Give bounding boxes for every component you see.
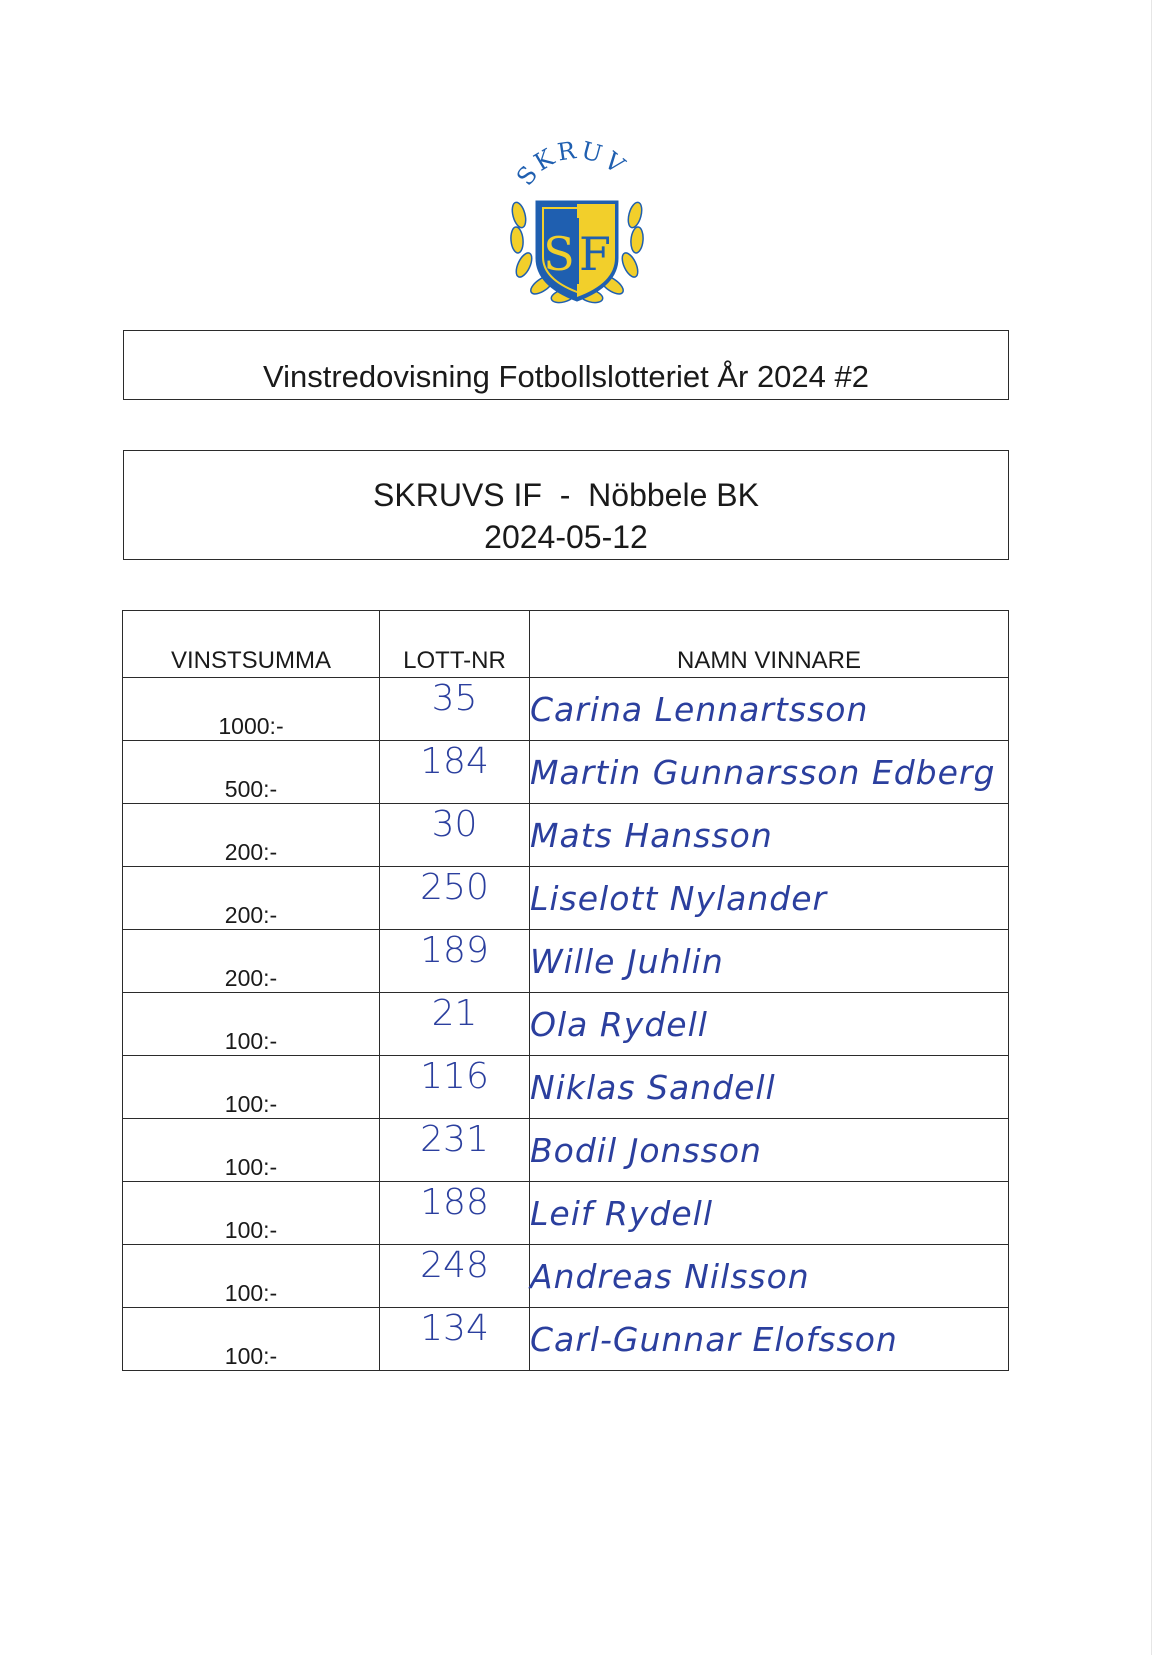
prize-amount: 100:- (123, 1119, 380, 1182)
table-row (123, 741, 1009, 804)
prize-amount: 100:- (123, 1308, 380, 1371)
ticket-number: 184 (380, 741, 530, 804)
table-row (123, 1056, 1009, 1119)
table-row (123, 1245, 1009, 1308)
table-row (123, 678, 1009, 741)
svg-text:S: S (543, 227, 575, 281)
winner-name: Martin Gunnarsson Edberg (530, 741, 1009, 804)
header-ticket: LOTT-NR (380, 611, 530, 678)
winner-name: Niklas Sandell (530, 1056, 1009, 1119)
winner-name: Wille Juhlin (530, 930, 1009, 993)
match-teams: SKRUVS IF - Nöbbele BK (373, 477, 759, 513)
skruvs-if-logo (497, 140, 657, 315)
prize-amount: 200:- (123, 867, 380, 930)
ticket-number: 188 (380, 1182, 530, 1245)
prize-amount: 200:- (123, 804, 380, 867)
winner-name: Liselott Nylander (530, 867, 1009, 930)
prize-amount: 200:- (123, 930, 380, 993)
header-winner: NAMN VINNARE (530, 611, 1009, 678)
svg-text:SKRUV: SKRUV (511, 140, 633, 191)
document-title: Vinstredovisning Fotbollslotteriet År 2024 #2 (263, 359, 869, 394)
winner-name: Mats Hansson (530, 804, 1009, 867)
winners-table (122, 610, 1009, 1371)
table-row (123, 930, 1009, 993)
ticket-number: 35 (380, 678, 530, 741)
prize-amount: 500:- (123, 741, 380, 804)
winner-name: Bodil Jonsson (530, 1119, 1009, 1182)
ticket-number: 21 (380, 993, 530, 1056)
table-row (123, 1119, 1009, 1182)
winner-name: Andreas Nilsson (530, 1245, 1009, 1308)
prize-amount: 100:- (123, 1182, 380, 1245)
prize-amount: 100:- (123, 1245, 380, 1308)
winner-name: Ola Rydell (530, 993, 1009, 1056)
table-row (123, 1182, 1009, 1245)
ticket-number: 250 (380, 867, 530, 930)
table-row (123, 804, 1009, 867)
ticket-number: 189 (380, 930, 530, 993)
match-date: 2024-05-12 (484, 519, 648, 555)
svg-text:F: F (579, 227, 611, 281)
table-row (123, 993, 1009, 1056)
ticket-number: 116 (380, 1056, 530, 1119)
table-header-row (123, 611, 1009, 678)
ticket-number: 30 (380, 804, 530, 867)
table-row (123, 1308, 1009, 1371)
header-amount: VINSTSUMMA (123, 611, 380, 678)
winner-name: Carl-Gunnar Elofsson (530, 1308, 1009, 1371)
ticket-number: 248 (380, 1245, 530, 1308)
prize-amount: 1000:- (123, 678, 380, 741)
winner-name: Leif Rydell (530, 1182, 1009, 1245)
winner-name: Carina Lennartsson (530, 678, 1009, 741)
ticket-number: 134 (380, 1308, 530, 1371)
match-info-box (123, 450, 1009, 560)
prize-amount: 100:- (123, 993, 380, 1056)
ticket-number: 231 (380, 1119, 530, 1182)
prize-amount: 100:- (123, 1056, 380, 1119)
table-row (123, 867, 1009, 930)
scan-edge-line (1151, 0, 1152, 1655)
title-box (123, 330, 1009, 400)
